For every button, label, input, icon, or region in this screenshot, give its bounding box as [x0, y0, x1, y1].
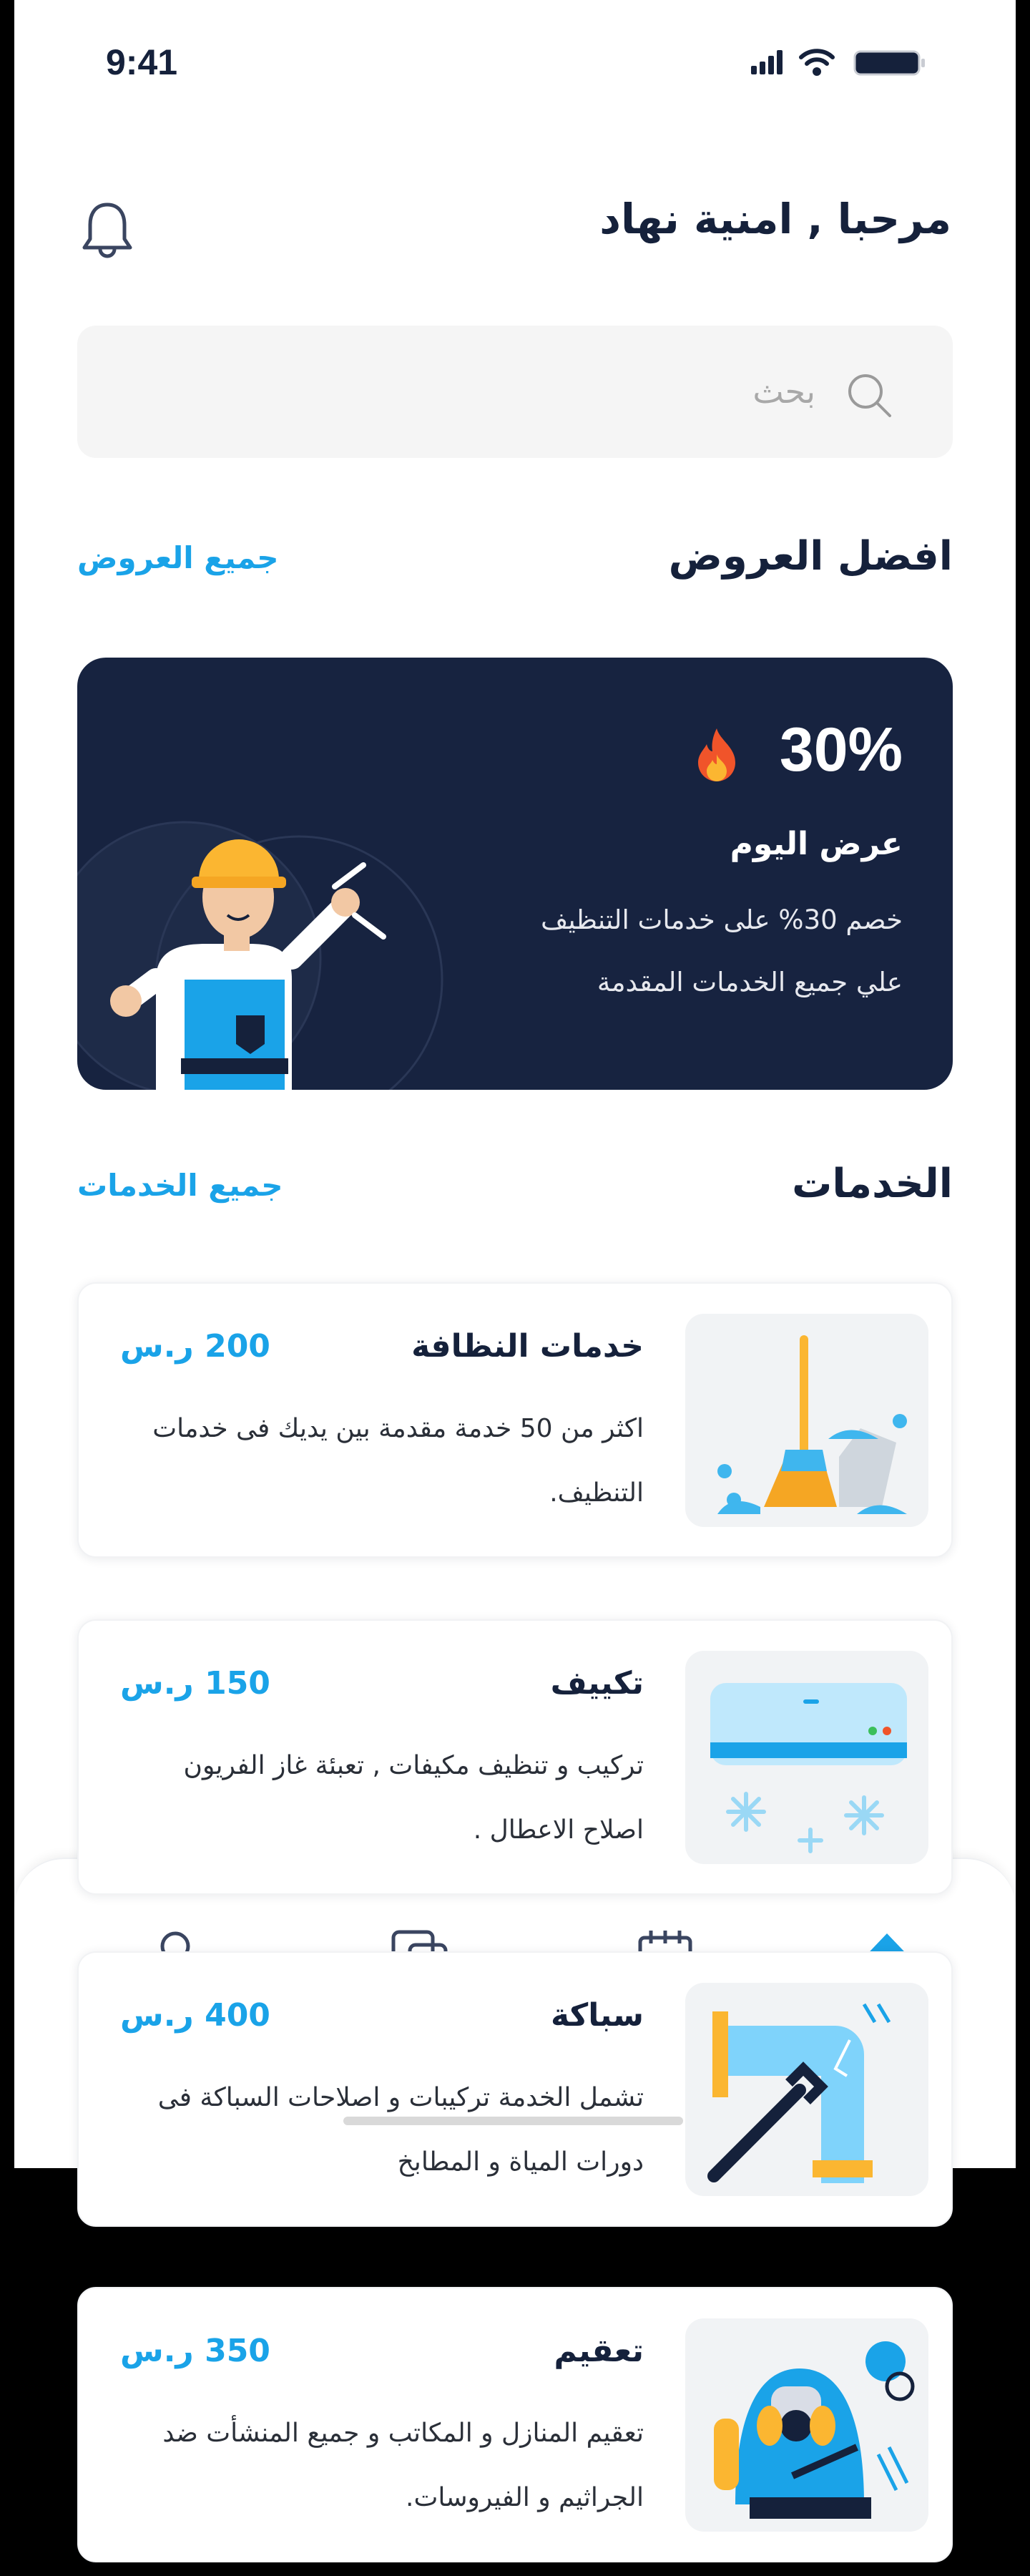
service-description: تركيب و تنظيف مكيفات , تعبئة غاز الفريون اصلاح الاعطال . — [183, 1751, 644, 1845]
services-title: الخدمات — [792, 1161, 953, 1207]
service-price: 350 ر.س — [120, 2333, 270, 2369]
service-description: تعقيم المنازل و المكاتب و جميع المنشأت ضد الجراثيم و الفيروسات. — [162, 2419, 644, 2512]
promo-line-2: علي جميع الخدمات المقدمة — [597, 967, 903, 997]
service-title: سباكة — [550, 1997, 644, 2034]
service-price: 400 ر.س — [120, 1997, 270, 2034]
service-description: اكثر من 50 خدمة مقدمة بين يديك فى خدمات التنظيف. — [152, 1414, 644, 1508]
service-card-disinfection[interactable] — [77, 2287, 953, 2562]
promo-title: عرض اليوم — [730, 826, 903, 862]
search-placeholder: بحث — [752, 372, 815, 411]
air-conditioner-icon — [685, 1651, 928, 1864]
signal-icon — [751, 50, 783, 74]
service-card-plumbing[interactable] — [77, 1951, 953, 2227]
disinfection-icon — [685, 2318, 928, 2532]
worker-illustration — [77, 743, 449, 1090]
promo-card[interactable] — [77, 658, 953, 1090]
bell-icon[interactable] — [80, 200, 134, 265]
service-card-cleaning[interactable] — [77, 1282, 953, 1558]
service-price: 200 ر.س — [120, 1328, 270, 1365]
greeting-title: مرحبا , امنية نهاد — [599, 195, 951, 243]
offers-title: افضل العروض — [668, 533, 953, 580]
wifi-icon — [801, 51, 833, 74]
search-icon — [844, 370, 894, 420]
pipe-wrench-icon — [685, 1983, 928, 2196]
broom-icon — [685, 1314, 928, 1527]
service-price: 150 ر.س — [120, 1665, 270, 1702]
fire-icon — [692, 726, 742, 783]
service-title: تعقيم — [554, 2333, 644, 2369]
status-time: 9:41 — [106, 42, 178, 82]
search-input[interactable] — [77, 326, 953, 458]
service-card-ac[interactable] — [77, 1619, 953, 1895]
promo-discount: 30% — [779, 716, 903, 784]
status-icons — [751, 44, 930, 80]
battery-icon — [855, 52, 925, 74]
all-offers-link[interactable]: جميع العروض — [77, 540, 279, 575]
home-indicator — [343, 2117, 683, 2125]
promo-line-1: خصم 30% على خدمات التنظيف — [541, 904, 903, 935]
service-title: خدمات النظافة — [411, 1328, 644, 1365]
all-services-link[interactable]: جميع الخدمات — [77, 1168, 283, 1203]
service-title: تكييف — [550, 1665, 644, 1702]
service-description: تشمل الخدمة تركيبات و اصلاحات السباكة فى دورات المياة و المطابخ — [157, 2083, 644, 2177]
